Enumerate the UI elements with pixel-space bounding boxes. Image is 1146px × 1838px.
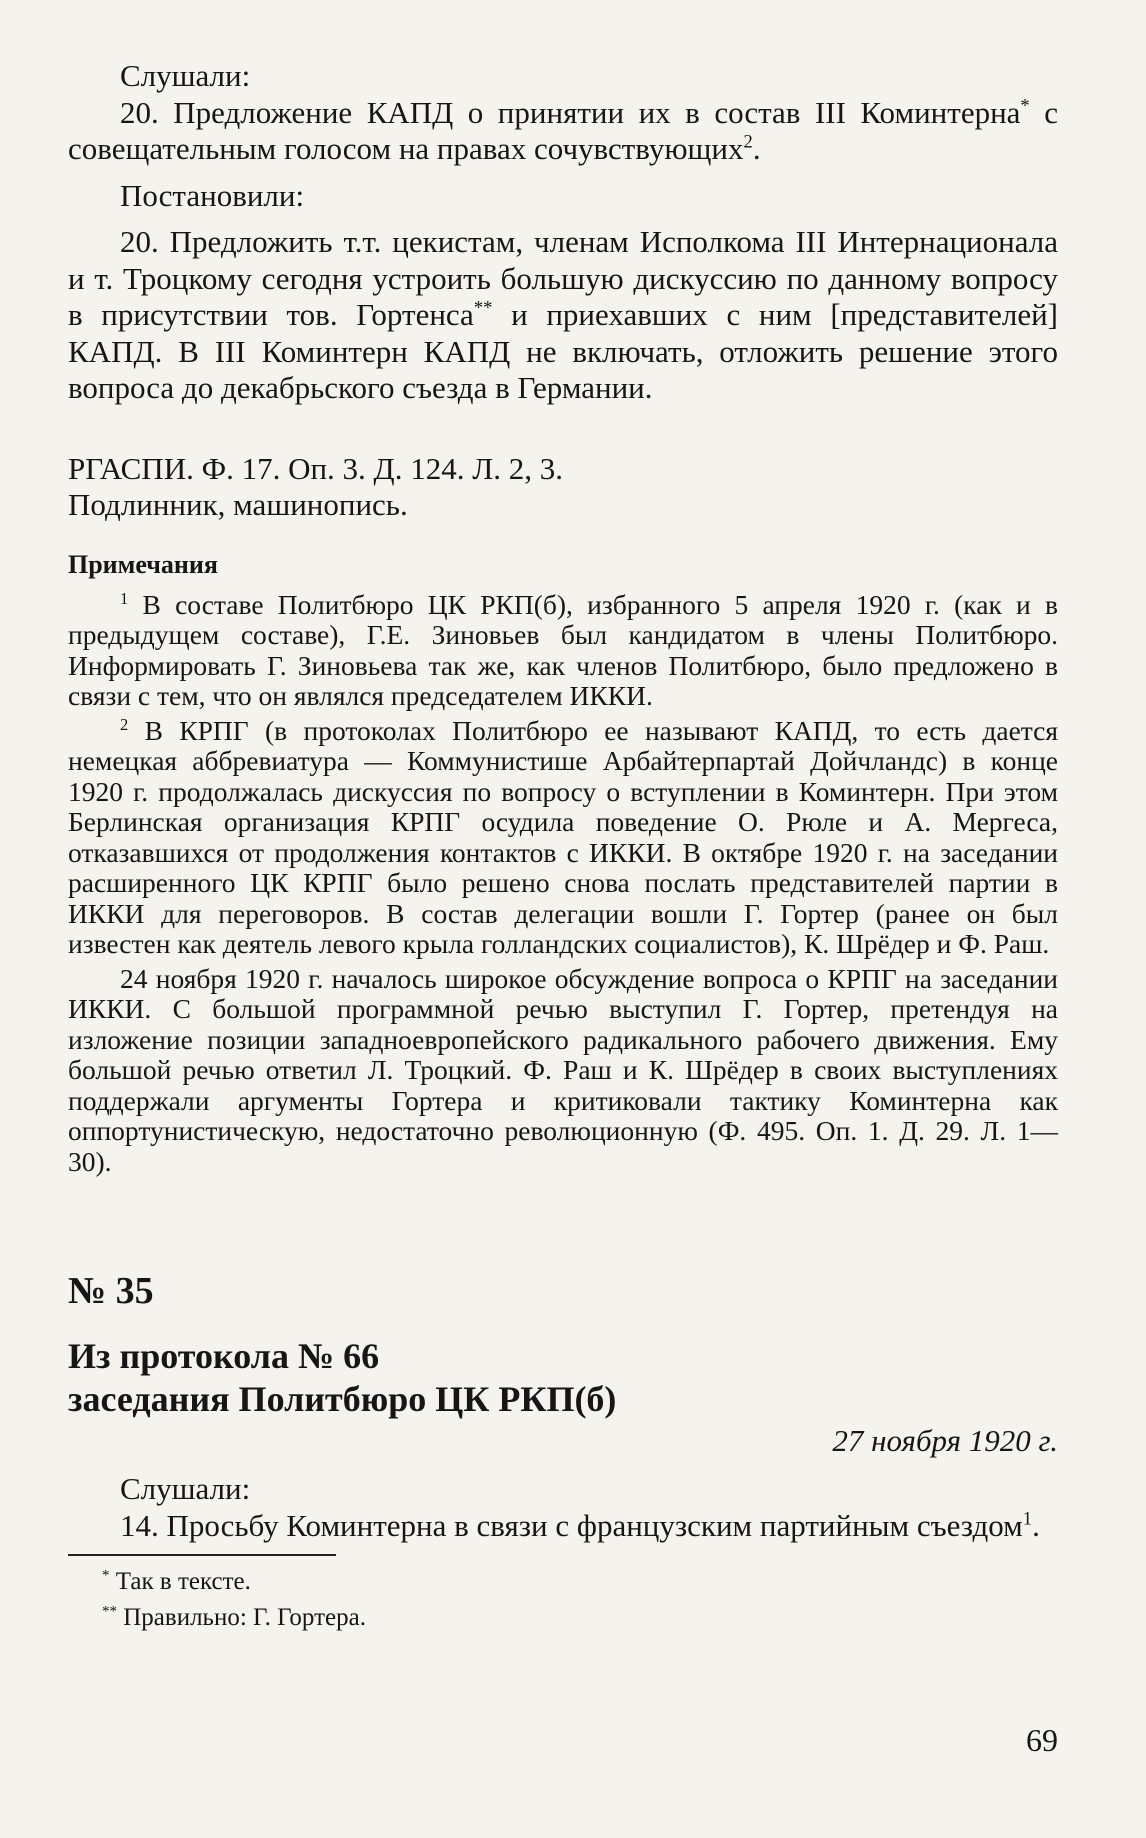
footnote-1 [102, 1564, 1058, 1600]
doc35-section [68, 1471, 1058, 1544]
document-title-line-2: заседания Политбюро ЦК РКП(б) [68, 1379, 617, 1419]
notes-heading: Примечания [68, 549, 218, 579]
heard-text: 20. Предложение КАПД о принятии их в состав III Коминтерна [120, 94, 1021, 130]
decided-paragraph [68, 224, 1058, 407]
archive-reference: РГАСПИ. Ф. 17. Оп. 3. Д. 124. Л. 2, 3. [68, 450, 563, 486]
notes-section [68, 590, 1058, 1178]
footnote-2-text: Правильно: Г. Гортера. [123, 1604, 366, 1631]
page-content [68, 58, 1058, 1636]
doc35-heard-text: 14. Просьбу Коминтерна в связи с французским партийным съездом [120, 1507, 1023, 1543]
note-2 [68, 716, 1058, 960]
footnote-2 [102, 1600, 1058, 1636]
note-1 [68, 590, 1058, 712]
footnote-1-text: Так в тексте. [115, 1568, 251, 1595]
doc35-heard-label: Слушали: [120, 1471, 251, 1506]
heard-text-cont: с совещательным голосом на правах сочувствующих [68, 94, 1058, 166]
first-section [68, 58, 1058, 524]
footnote-2-mark: ** [102, 1603, 117, 1620]
note-ref-2: 2 [743, 131, 753, 153]
decided-text: 20. Предложить т.т. цекистам, членам Исполкома III Интернационала и т. Троцкому сегодня устроить большую дискуссию по данному вопросу в присутствии тов. Гортенса [68, 224, 1058, 332]
footnote-mark-single: * [1020, 95, 1030, 117]
decided-text-cont: и приехавших с ним [представителей] КАПД. В III Коминтерн КАПД не включать, отложить решение этого вопроса до декабрьского съезда в Германии. [68, 297, 1058, 405]
note-1-text: В составе Политбюро ЦК РКП(б), избранного 5 апреля 1920 г. (как и в предыдущем составе), Г.Е. Зиновьев был кандидатом в члены Политбюро. Информировать Г. Зиновьева так же, как членов Политбюро, было предложено в связи с тем, что он являлся председателем ИККИ. [68, 588, 1058, 711]
note-1-number: 1 [120, 588, 129, 608]
footnotes [68, 1564, 1058, 1636]
doc35-note-ref-1: 1 [1022, 1508, 1033, 1530]
document-title-line-1: Из протокола № 66 [68, 1336, 380, 1376]
archive-type: Подлинник, машинопись. [68, 487, 408, 522]
doc35-heard-paragraph [68, 1508, 1058, 1545]
note-2-continuation: 24 ноября 1920 г. началось широкое обсуждение вопроса о КРПГ на заседании ИККИ. С большой программной речью выступил Г. Гортер, претендуя на изложение позиции западноевропейского радикального рабочего движения. Ему большой речью ответил Л. Троцкий. Ф. Раш и К. Шрёдер в своих выступлениях поддержали аргументы Гортера и критиковали тактику Коминтерна как оппортунистическую, недостаточно революционную (Ф. 495. Оп. 1. Д. 29. Л. 1—30). [68, 962, 1058, 1177]
decided-label: Постановили: [120, 177, 305, 213]
footnote-1-mark: * [102, 1567, 110, 1584]
document-date: 27 ноября 1920 г. [832, 1423, 1058, 1458]
heard-end: . [752, 131, 761, 166]
footnote-rule [68, 1554, 336, 1556]
doc35-heard-end: . [1032, 1507, 1040, 1543]
note-2-text: В КРПГ (в протоколах Политбюро ее называют КАПД, то есть дается немецкая аббревиатура — Коммунистише Арбайтерпартай Дойчландс) в конце 1920 г. продолжалась дискуссия по вопросу о вступлении в Коминтерн. При этом Берлинская организация КРПГ осудила поведение О. Рюле и А. Мергеса, отказавшихся от продолжения контактов с ИККИ. В октябре 1920 г. на заседании расширенного ЦК КРПГ было решено снова послать представителей партии в ИККИ для переговоров. В состав делегации вошли Г. Гортер (ранее он был известен как деятель левого крыла голландских социалистов), К. Шрёдер и Ф. Раш. [68, 714, 1058, 959]
footnote-mark-double: ** [473, 297, 493, 319]
heard-paragraph [68, 95, 1058, 168]
page-number: 69 [1026, 1722, 1058, 1758]
heard-label: Слушали: [120, 58, 251, 93]
document-number: № 35 [68, 1270, 154, 1312]
document-title [68, 1335, 1058, 1421]
note-2-number: 2 [120, 714, 129, 734]
